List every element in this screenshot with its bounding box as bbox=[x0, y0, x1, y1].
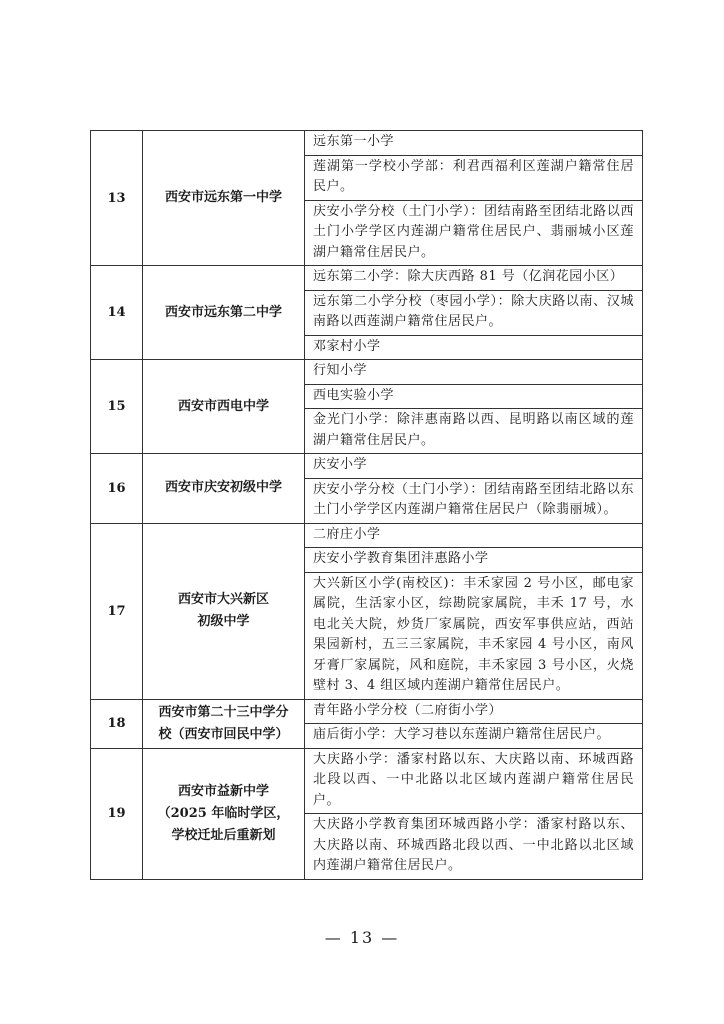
school-name-line: 西安市远东第一中学 bbox=[164, 190, 282, 205]
middle-school-name bbox=[143, 131, 305, 266]
middle-school-name bbox=[143, 523, 305, 699]
row-number: 15 bbox=[91, 360, 143, 454]
middle-school-name bbox=[143, 699, 305, 748]
table-row bbox=[91, 454, 643, 524]
primary-school-entry: 金光门小学：除沣惠南路以西、昆明路以南区域的莲湖户籍常住居民户。 bbox=[305, 408, 642, 453]
row-number: 17 bbox=[91, 523, 143, 699]
primary-school-entry: 大庆路小学：潘家村路以东、大庆路以南、环城西路北段以西、一中北路以北区域内莲湖户籍常住居民户。 bbox=[313, 751, 634, 808]
page-number: — 13 — bbox=[324, 928, 400, 947]
table-row bbox=[91, 266, 643, 360]
primary-schools-cell bbox=[305, 266, 643, 360]
primary-schools-cell bbox=[305, 454, 643, 524]
primary-school-entry: 远东第一小学 bbox=[313, 134, 395, 149]
school-district-table bbox=[90, 130, 643, 880]
school-name-line: 校（西安市回民中学） bbox=[158, 726, 289, 742]
primary-schools-cell bbox=[305, 131, 643, 266]
primary-school-entry: 庆安小学教育集团沣惠路小学 bbox=[305, 547, 642, 572]
table-row bbox=[91, 131, 643, 266]
middle-school-name bbox=[143, 266, 305, 360]
school-name-line: 西安市庆安初级中学 bbox=[164, 480, 282, 496]
primary-schools-cell bbox=[305, 523, 643, 699]
primary-school-entry: 行知小学 bbox=[313, 363, 368, 378]
school-name-line: 西安市益新中学 bbox=[177, 783, 269, 799]
primary-schools-cell bbox=[305, 360, 643, 454]
primary-school-entry: 大兴新区小学(南校区)：丰禾家园 2 号小区，邮电家属院，生活家小区，综勘院家属院，丰禾 17 号，水电北关大院，炒货厂家属院，西安军事供应站，西站果园新村，五三三家属院，丰禾家园 4 号小区，南风牙膏厂家属院，风和庭院，丰禾家园 3 号小区，火烧壁村 3、4 组区域内莲湖户籍常住居民户。 bbox=[305, 572, 642, 699]
primary-schools-cell bbox=[305, 748, 643, 879]
school-name-line: 西安市远东第二中学 bbox=[164, 304, 282, 320]
school-name-line: 西安市第二十三中学分 bbox=[158, 704, 289, 720]
primary-school-entry: 莲湖第一学校小学部：利君西福利区莲湖户籍常住居民户。 bbox=[305, 155, 642, 200]
middle-school-name bbox=[143, 360, 305, 454]
row-number: 13 bbox=[91, 131, 143, 266]
primary-school-entry: 远东第二小学：除大庆西路 81 号（亿润花园小区） bbox=[313, 269, 624, 284]
school-name-line: 西安市大兴新区 bbox=[177, 592, 269, 607]
row-number: 18 bbox=[91, 699, 143, 748]
school-name-line: （2025 年临时学区， bbox=[157, 805, 290, 821]
primary-school-entry: 庆安小学分校（土门小学）：团结南路至团结北路以西土门小学学区内莲湖户籍常住居民户、翡丽城小区莲湖户籍常住居民户。 bbox=[305, 200, 642, 266]
school-name-line: 学校迁址后重新划 bbox=[171, 827, 276, 843]
table-row bbox=[91, 360, 643, 454]
primary-school-entry: 庙后街小学：大学习巷以东莲湖户籍常住居民户。 bbox=[305, 723, 642, 748]
table-row bbox=[91, 748, 643, 879]
school-name-line: 西安市西电中学 bbox=[177, 398, 269, 414]
primary-schools-cell bbox=[305, 699, 643, 748]
row-number: 16 bbox=[91, 454, 143, 524]
primary-school-entry: 邓家村小学 bbox=[305, 335, 642, 360]
row-number: 14 bbox=[91, 266, 143, 360]
primary-school-entry: 青年路小学分校（二府街小学） bbox=[313, 702, 503, 718]
table-row bbox=[91, 699, 643, 748]
primary-school-entry: 庆安小学分校（土门小学）：团结南路至团结北路以东土门小学学区内莲湖户籍常住居民户（除翡丽城）。 bbox=[305, 478, 642, 523]
primary-school-entry: 大庆路小学教育集团环城西路小学：潘家村路以东、大庆路以南、环城西路北段以西、一中北路以北区域内莲湖户籍常住居民户。 bbox=[305, 813, 642, 879]
middle-school-name bbox=[143, 454, 305, 524]
primary-school-entry: 庆安小学 bbox=[313, 457, 368, 472]
table-row bbox=[91, 523, 643, 699]
primary-school-entry: 西电实验小学 bbox=[305, 384, 642, 409]
row-number: 19 bbox=[91, 748, 143, 879]
school-name-line: 初级中学 bbox=[197, 614, 250, 629]
primary-school-entry: 远东第二小学分校（枣园小学）：除大庆路以南、汉城南路以西莲湖户籍常住居民户。 bbox=[305, 290, 642, 335]
primary-school-entry: 二府庄小学 bbox=[313, 526, 381, 542]
middle-school-name bbox=[143, 748, 305, 879]
